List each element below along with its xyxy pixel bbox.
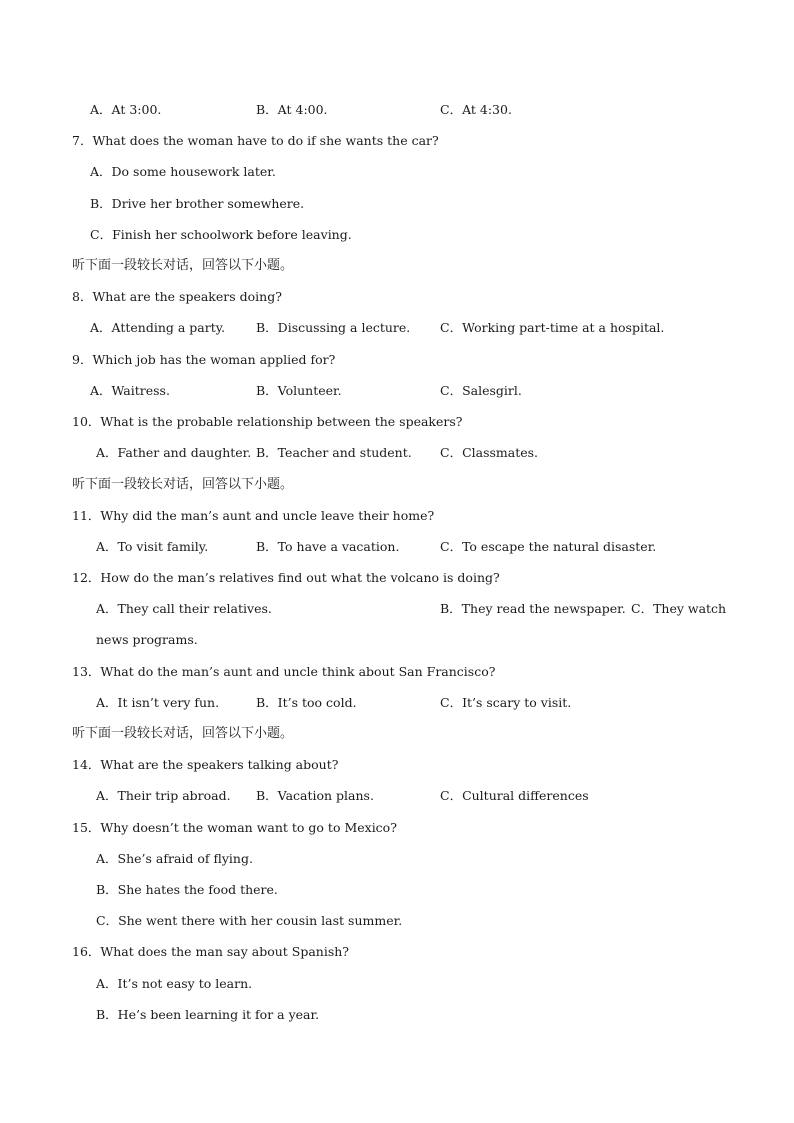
- question-stem: 13．What do the man’s aunt and uncle think about San Francisco?: [72, 664, 496, 679]
- question-16: [0, 942, 794, 962]
- option-c: C．They watch: [631, 601, 727, 616]
- option-c: C．Salesgirl.: [440, 383, 522, 398]
- section-instruction-text: 听下面一段较长对话，回答以下小题。: [72, 258, 294, 273]
- section-instruction-text: 听下面一段较长对话，回答以下小题。: [72, 477, 294, 492]
- question-7-option-c: [0, 225, 794, 245]
- question-7-option-b: [0, 194, 794, 214]
- question-15: [0, 818, 794, 838]
- question-10-options: [0, 443, 794, 463]
- section-instruction: [0, 724, 794, 744]
- question-13-options: [0, 693, 794, 713]
- question-stem: 11．Why did the man’s aunt and uncle leave their home?: [72, 508, 435, 523]
- question-16-option-b: [0, 1005, 794, 1025]
- question-stem: 14．What are the speakers talking about?: [72, 757, 339, 772]
- option-a: A．Father and daughter.: [96, 445, 252, 460]
- question-7: [0, 131, 794, 151]
- option-c-continuation: news programs.: [96, 632, 198, 647]
- question-15-option-c: [0, 911, 794, 931]
- question-15-option-b: [0, 880, 794, 900]
- question-stem: 8．What are the speakers doing?: [72, 289, 282, 304]
- question-11: [0, 506, 794, 526]
- option-c: C．To escape the natural disaster.: [440, 539, 657, 554]
- option-c: C．She went there with her cousin last summer.: [96, 913, 403, 928]
- question-12-option-c-continued: [0, 630, 794, 650]
- option-b: B．They read the newspaper.: [440, 601, 626, 616]
- question-12-options: [0, 599, 794, 619]
- option-c: C．At 4:30.: [440, 102, 512, 117]
- option-b: B．Vacation plans.: [256, 788, 374, 803]
- option-c: C．It’s scary to visit.: [440, 695, 572, 710]
- option-b: B．To have a vacation.: [256, 539, 400, 554]
- question-stem: 15．Why doesn’t the woman want to go to Mexico?: [72, 820, 397, 835]
- section-instruction-text: 听下面一段较长对话，回答以下小题。: [72, 726, 294, 741]
- option-a: A．Attending a party.: [90, 320, 226, 335]
- question-13: [0, 662, 794, 682]
- option-c: C．Cultural differences: [440, 788, 589, 803]
- option-b: B．Volunteer.: [256, 383, 342, 398]
- option-c: C．Classmates.: [440, 445, 539, 460]
- question-15-option-a: [0, 849, 794, 869]
- question-12: [0, 568, 794, 588]
- option-a: A．It isn’t very fun.: [96, 695, 220, 710]
- section-instruction: [0, 256, 794, 276]
- question-stem: 10．What is the probable relationship between the speakers?: [72, 414, 463, 429]
- question-6-options: [0, 100, 794, 120]
- option-a: A．Waitress.: [90, 383, 170, 398]
- option-b: B．He’s been learning it for a year.: [96, 1007, 320, 1022]
- question-stem: 9．Which job has the woman applied for?: [72, 352, 336, 367]
- option-b: B．She hates the food there.: [96, 882, 278, 897]
- question-stem: 7．What does the woman have to do if she wants the car?: [72, 133, 439, 148]
- question-stem: 16．What does the man say about Spanish?: [72, 944, 350, 959]
- question-7-option-a: [0, 162, 794, 182]
- option-b: B．At 4:00.: [256, 102, 328, 117]
- question-16-option-a: [0, 974, 794, 994]
- option-a: A．Do some housework later.: [90, 164, 276, 179]
- section-instruction: [0, 475, 794, 495]
- question-9-options: [0, 381, 794, 401]
- option-a: A．It’s not easy to learn.: [96, 976, 253, 991]
- option-a: A．At 3:00.: [90, 102, 162, 117]
- option-a: A．She’s afraid of flying.: [96, 851, 253, 866]
- option-c: C．Working part-time at a hospital.: [440, 320, 665, 335]
- option-c: C．Finish her schoolwork before leaving.: [90, 227, 352, 242]
- option-b: B．Discussing a lecture.: [256, 320, 411, 335]
- question-8-options: [0, 318, 794, 338]
- question-8: [0, 287, 794, 307]
- option-a: A．Their trip abroad.: [96, 788, 231, 803]
- question-14-options: [0, 786, 794, 806]
- question-14: [0, 755, 794, 775]
- option-b: B．Drive her brother somewhere.: [90, 196, 305, 211]
- question-11-options: [0, 537, 794, 557]
- option-a: A．To visit family.: [96, 539, 209, 554]
- question-stem: 12．How do the man’s relatives find out what the volcano is doing?: [72, 570, 500, 585]
- question-9: [0, 350, 794, 370]
- question-10: [0, 412, 794, 432]
- option-a: A．They call their relatives.: [96, 601, 272, 616]
- option-b: B．Teacher and student.: [256, 445, 412, 460]
- option-b: B．It’s too cold.: [256, 695, 357, 710]
